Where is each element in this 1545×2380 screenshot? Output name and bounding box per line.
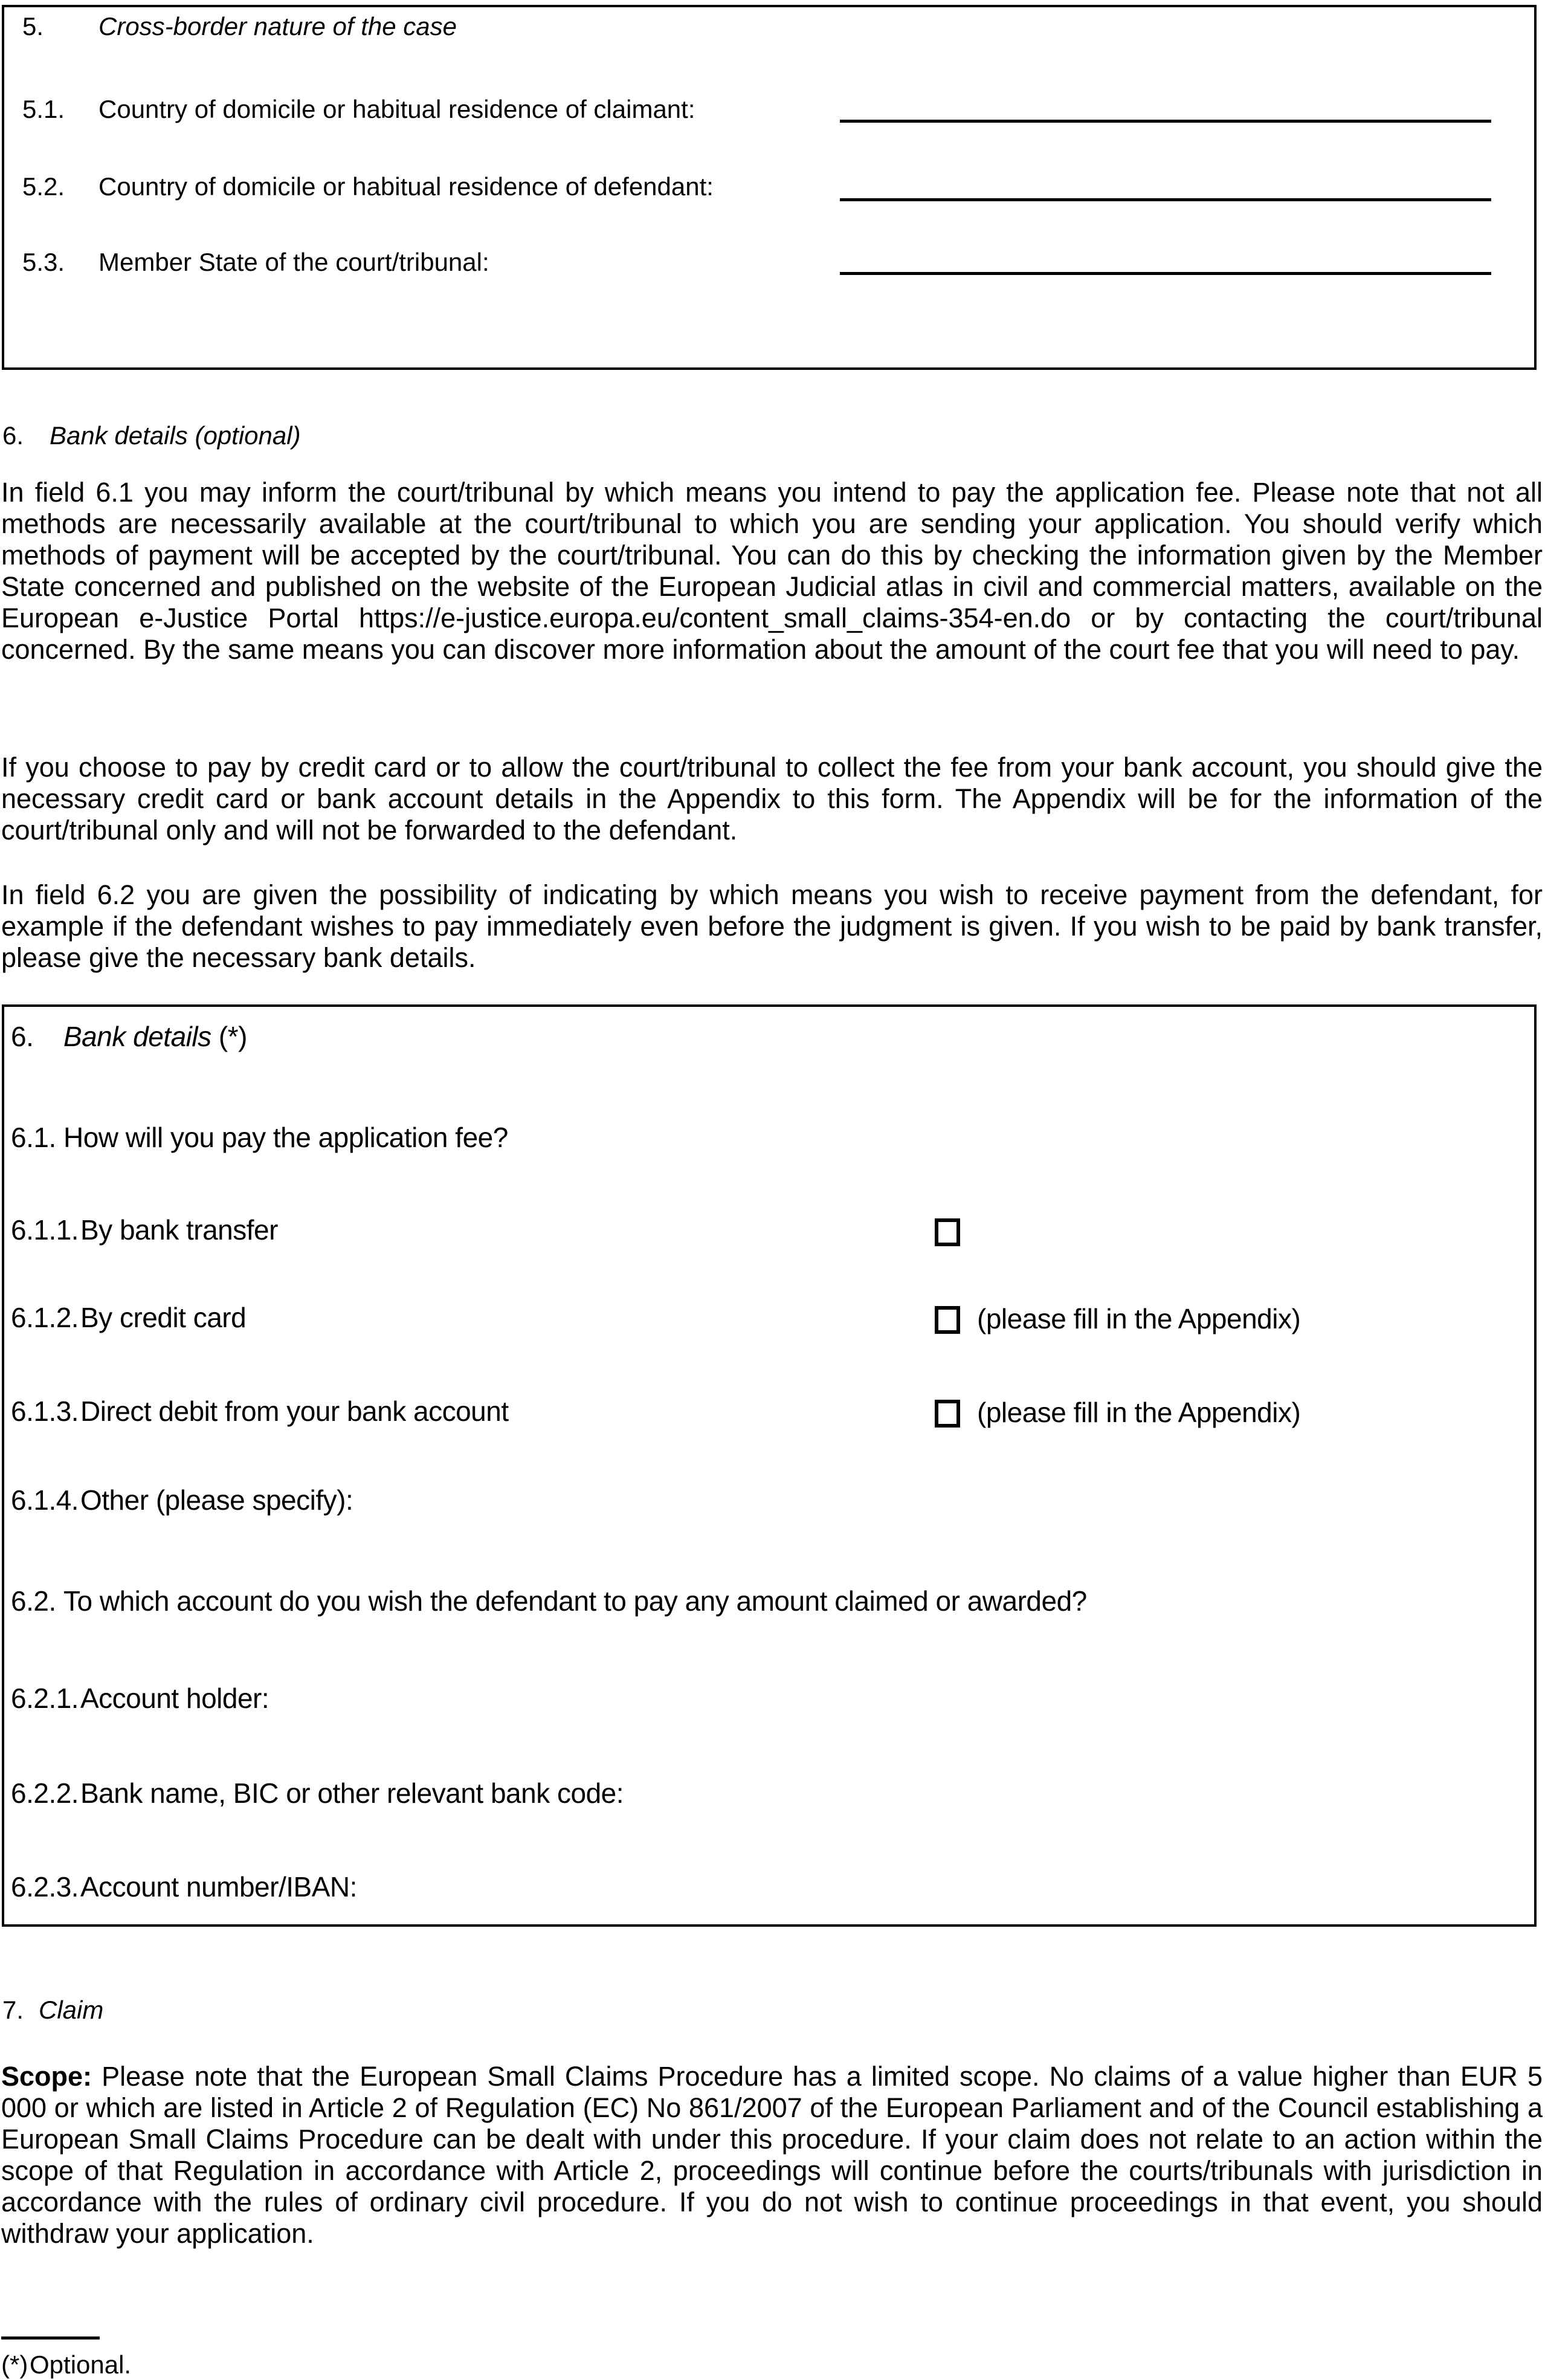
section7-scope-paragraph: [1, 2061, 1543, 2249]
field-5-2-label: Country of domicile or habitual residence of defendant:: [98, 172, 714, 201]
field-6-1-1-label: By bank transfer: [80, 1214, 278, 1246]
field-row-bank-transfer: [11, 1215, 278, 1246]
section6-heading: [2, 421, 301, 450]
field-row-direct-debit: [11, 1396, 509, 1428]
field-row-credit-card: [11, 1302, 246, 1334]
section7-title: Claim: [39, 1996, 104, 2024]
input-line-defendant-country[interactable]: [840, 198, 1491, 201]
checkbox-direct-debit[interactable]: [935, 1400, 960, 1428]
input-line-member-state[interactable]: [840, 272, 1491, 275]
footnote: [1, 2350, 131, 2379]
section6-title: Bank details (optional): [50, 421, 301, 450]
section6-box: [2, 1004, 1537, 1927]
input-line-claimant-country[interactable]: [840, 120, 1491, 123]
field-5-3-number: 5.3.: [22, 248, 65, 276]
field-6-1-4-label: Other (please specify):: [80, 1484, 353, 1516]
field-5-1-number: 5.1.: [22, 95, 65, 123]
checkbox-bank-transfer[interactable]: [935, 1218, 960, 1246]
note-credit-card-appendix: (please fill in the Appendix): [977, 1303, 1301, 1334]
section5-title-row: [22, 12, 457, 40]
box6-title: Bank details: [63, 1021, 211, 1052]
field-6-1-2-number: 6.1.2.: [11, 1302, 79, 1333]
field-6-1-4-number: 6.1.4.: [11, 1484, 79, 1516]
field-row-bank-name: [11, 1778, 624, 1809]
field-6-2-1-label: Account holder:: [80, 1683, 269, 1714]
field-6-1-label: How will you pay the application fee?: [63, 1122, 508, 1153]
field-6-1-3-label: Direct debit from your bank account: [80, 1395, 509, 1427]
field-row-account-number: [11, 1872, 357, 1903]
field-row-defendant-country: [22, 172, 714, 201]
field-5-1-label: Country of domicile or habitual residence of claimant:: [98, 95, 695, 123]
field-5-3-label: Member State of the court/tribunal:: [98, 248, 489, 276]
section7-number: 7.: [2, 1996, 24, 2024]
box6-title-row: [11, 1021, 247, 1053]
field-6-2-label: To which account do you wish the defendant to pay any amount claimed or awarded?: [63, 1585, 1087, 1617]
scope-text: Please note that the European Small Claims Procedure has a limited scope. No claims of a value higher than EUR 5 000 or which are listed in Article 2 of Regulation (EC) No 861/2007 of the European Parliament and of the Council establishing a European Small Claims Procedure can be dealt with under this procedure. If your claim does not relate to an action within the scope of that Regulation in accordance with Article 2, proceedings will continue before the courts/tribunals with jurisdiction in accordance with the rules of ordinary civil procedure. If you do not wish to continue proceedings in that event, you should withdraw your application.: [1, 2061, 1543, 2249]
scope-label: Scope:: [1, 2061, 92, 2092]
note-direct-debit-appendix: (please fill in the Appendix): [977, 1397, 1301, 1428]
field-row-6-1: [11, 1122, 508, 1154]
field-6-1-1-number: 6.1.1.: [11, 1214, 79, 1246]
field-row-other-payment: [11, 1485, 353, 1516]
field-6-1-3-number: 6.1.3.: [11, 1395, 79, 1427]
footnote-marker: (*): [1, 2350, 28, 2379]
section5-box: [2, 5, 1537, 370]
box6-number: 6.: [11, 1021, 34, 1052]
field-row-member-state: [22, 248, 489, 276]
field-6-1-number: 6.1.: [11, 1122, 56, 1153]
footnote-text: Optional.: [30, 2350, 132, 2379]
field-row-6-2: [11, 1586, 1087, 1617]
section5-title: Cross-border nature of the case: [98, 12, 457, 40]
field-6-2-1-number: 6.2.1.: [11, 1683, 79, 1714]
section6-number: 6.: [2, 421, 24, 450]
section6-paragraph-1: In field 6.1 you may inform the court/tribunal by which means you intend to pay the application fee. Please note that not all methods are necessarily available at the court/tribunal to which you are sending your application. You should verify which methods of payment will be accepted by the court/tribunal. You can do this by checking the information given by the Member State concerned and published on the website of the European Judicial atlas in civil and commercial matters, available on the European e-Justice Portal https://e-justice.europa.eu/content_small_claims-354-en.do or by contacting the court/tribunal concerned. By the same means you can discover more information about the amount of the court fee that you will need to pay.: [1, 477, 1543, 665]
field-6-2-number: 6.2.: [11, 1585, 56, 1617]
section7-heading: [2, 1996, 103, 2024]
section6-paragraph-2: If you choose to pay by credit card or to allow the court/tribunal to collect the fee from your bank account, you should give the necessary credit card or bank account details in the Appendix to this form. The Appendix will be for the information of the court/tribunal only and will not be forwarded to the defendant.: [1, 752, 1543, 846]
field-6-2-3-number: 6.2.3.: [11, 1871, 79, 1903]
field-6-2-2-label: Bank name, BIC or other relevant bank code:: [80, 1777, 624, 1809]
section5-number: 5.: [22, 12, 44, 40]
footnote-rule: [1, 2336, 100, 2340]
checkbox-credit-card[interactable]: [935, 1306, 960, 1334]
field-row-claimant-country: [22, 95, 695, 123]
field-5-2-number: 5.2.: [22, 172, 65, 201]
box6-title-suffix: (*): [211, 1021, 247, 1052]
field-6-2-2-number: 6.2.2.: [11, 1777, 79, 1809]
section6-paragraph-3: In field 6.2 you are given the possibility of indicating by which means you wish to receive payment from the defendant, for example if the defendant wishes to pay immediately even before the judgment is given. If you wish to be paid by bank transfer, please give the necessary bank details.: [1, 879, 1543, 973]
field-6-1-2-label: By credit card: [80, 1302, 247, 1333]
field-row-account-holder: [11, 1683, 269, 1715]
field-6-2-3-label: Account number/IBAN:: [80, 1871, 357, 1903]
